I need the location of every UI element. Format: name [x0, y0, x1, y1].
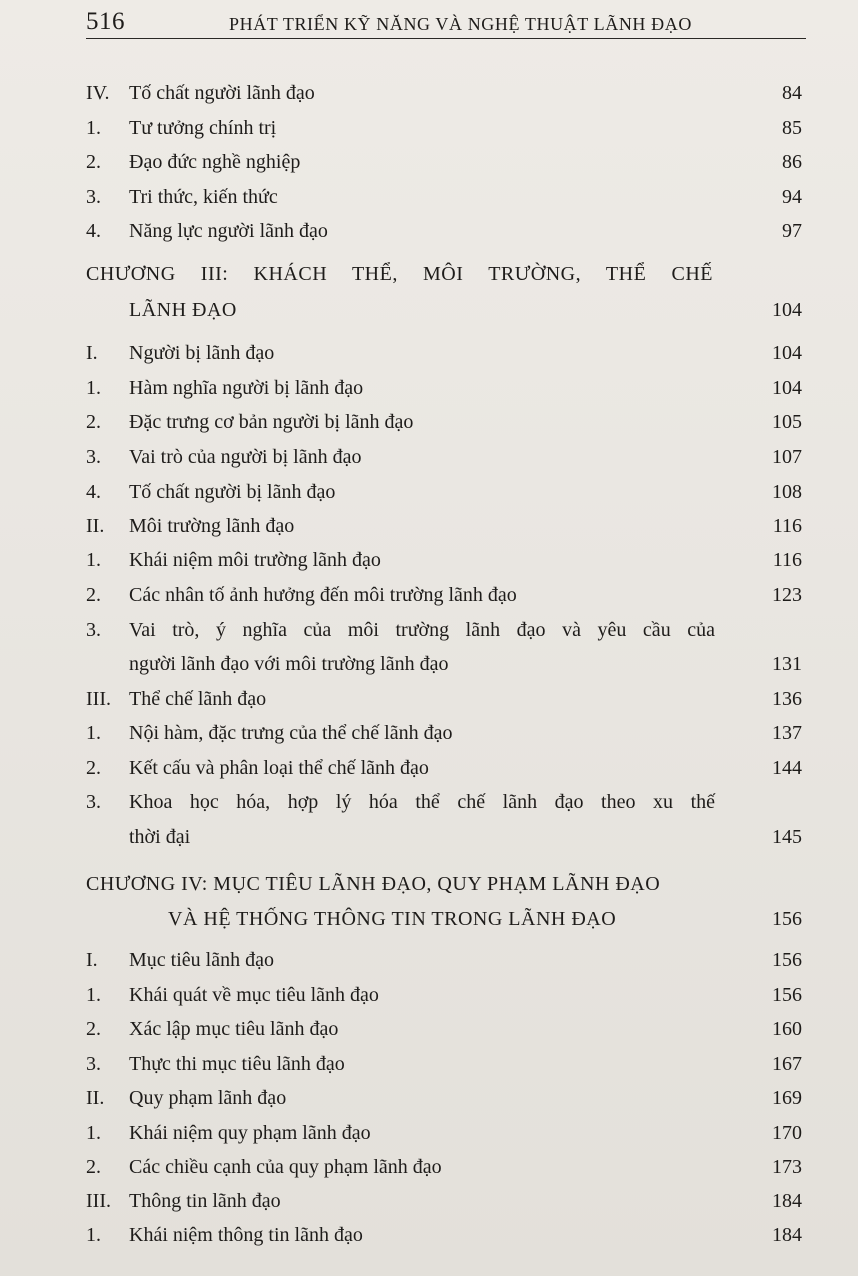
toc-entry — [0, 546, 858, 580]
toc-entry-label: Tư tưởng chính trị — [129, 117, 277, 139]
toc-entry — [0, 1153, 858, 1187]
toc-entry — [0, 754, 858, 788]
toc-entry-page: 94 — [782, 186, 802, 208]
toc-entry — [0, 478, 858, 512]
toc-entry-label: Khái niệm thông tin lãnh đạo — [129, 1224, 363, 1246]
toc-entry-page: 137 — [772, 722, 802, 744]
toc-entry-continuation — [0, 650, 858, 684]
toc-entry-label: Nội hàm, đặc trưng của thể chế lãnh đạo — [129, 722, 453, 744]
page-header — [86, 6, 806, 39]
toc-entry — [0, 148, 858, 182]
toc-entry — [0, 616, 858, 650]
toc-entry-page: 116 — [772, 549, 802, 571]
toc-entry-label: Khái niệm quy phạm lãnh đạo — [129, 1122, 371, 1144]
toc-entry-page: 105 — [772, 411, 802, 433]
toc-entry-label: Thể chế lãnh đạo — [129, 688, 267, 710]
toc-entry-page: 156 — [772, 908, 802, 930]
toc-entry-number: 4. — [86, 220, 101, 242]
toc-entry — [0, 408, 858, 442]
toc-entry-number: 2. — [86, 411, 101, 433]
toc-entry — [0, 512, 858, 546]
toc-entry-label: Vai trò của người bị lãnh đạo — [129, 446, 362, 468]
toc-entry-label: Các chiều cạnh của quy phạm lãnh đạo — [129, 1156, 442, 1178]
toc-entry-number: 2. — [86, 151, 101, 173]
toc-entry-number: 1. — [86, 1224, 101, 1246]
toc-entry-page: 131 — [772, 653, 802, 675]
toc-entry-number: 1. — [86, 549, 101, 571]
toc-entry-number: 3. — [86, 186, 101, 208]
toc-entry-number: 2. — [86, 757, 101, 779]
toc-entry — [0, 339, 858, 373]
toc-entry-number: 2. — [86, 1156, 101, 1178]
toc-entry-label: Đặc trưng cơ bản người bị lãnh đạo — [129, 411, 414, 433]
toc-entry-page: 160 — [772, 1018, 802, 1040]
toc-entry — [0, 581, 858, 615]
toc-entry-number: 4. — [86, 481, 101, 503]
toc-entry-page: 167 — [772, 1053, 802, 1075]
toc-entry-label: Tố chất người bị lãnh đạo — [129, 481, 336, 503]
toc-chapter-label: LÃNH ĐẠO — [129, 299, 237, 321]
page-number: 516 — [86, 8, 125, 35]
toc-entry — [0, 114, 858, 148]
toc-entry-label: Quy phạm lãnh đạo — [129, 1087, 287, 1109]
toc-entry — [0, 719, 858, 753]
toc-chapter-label: CHƯƠNG III: KHÁCH THỂ, MÔI TRƯỜNG, THỂ CHẾ — [86, 263, 713, 285]
toc-entry-number: 3. — [86, 1053, 101, 1075]
toc-chapter-heading — [0, 870, 858, 904]
toc-entry-label: Khái niệm môi trường lãnh đạo — [129, 549, 381, 571]
toc-entry-label: Vai trò, ý nghĩa của môi trường lãnh đạo và yêu cầu của — [129, 619, 715, 641]
toc-entry-page: 156 — [772, 949, 802, 971]
toc-entry-page: 170 — [772, 1122, 802, 1144]
toc-chapter-heading — [0, 905, 858, 939]
toc-entry — [0, 374, 858, 408]
toc-entry-page: 97 — [782, 220, 802, 242]
toc-entry-page: 108 — [772, 481, 802, 503]
toc-entry-page: 107 — [772, 446, 802, 468]
toc-entry-label: Thực thi mục tiêu lãnh đạo — [129, 1053, 345, 1075]
toc-entry-label: Thông tin lãnh đạo — [129, 1190, 281, 1212]
toc-entry-number: 2. — [86, 1018, 101, 1040]
toc-entry-page: 144 — [772, 757, 802, 779]
toc-entry — [0, 1084, 858, 1118]
toc-entry-label: người lãnh đạo với môi trường lãnh đạo — [129, 653, 449, 675]
toc-entry-label: Người bị lãnh đạo — [129, 342, 275, 364]
toc-entry-page: 104 — [772, 299, 802, 321]
toc-entry-label: Tố chất người lãnh đạo — [129, 82, 315, 104]
toc-entry-page: 116 — [772, 515, 802, 537]
toc-entry — [0, 1221, 858, 1255]
toc-entry — [0, 183, 858, 217]
toc-entry-continuation — [0, 823, 858, 857]
toc-entry-number: III. — [86, 1190, 111, 1212]
toc-entry-number: 3. — [86, 791, 101, 813]
toc-entry-page: 156 — [772, 984, 802, 1006]
toc-entry — [0, 217, 858, 251]
toc-entry — [0, 685, 858, 719]
toc-entry-label: Môi trường lãnh đạo — [129, 515, 295, 537]
toc-entry-number: 2. — [86, 584, 101, 606]
toc-entry-label: Kết cấu và phân loại thể chế lãnh đạo — [129, 757, 429, 779]
toc-entry-page: 104 — [772, 377, 802, 399]
toc-entry-page: 173 — [772, 1156, 802, 1178]
toc-entry-number: 1. — [86, 722, 101, 744]
toc-entry-label: Năng lực người lãnh đạo — [129, 220, 328, 242]
toc-entry-label: Tri thức, kiến thức — [129, 186, 278, 208]
toc-entry-number: III. — [86, 688, 111, 710]
toc-entry-number: II. — [86, 515, 105, 537]
toc-entry — [0, 1050, 858, 1084]
toc-entry-label: Đạo đức nghề nghiệp — [129, 151, 301, 173]
toc-entry-label: Các nhân tố ảnh hưởng đến môi trường lãnh đạo — [129, 584, 517, 606]
running-title: PHÁT TRIỂN KỸ NĂNG VÀ NGHỆ THUẬT LÃNH ĐẠO — [229, 14, 692, 34]
toc-entry-page: 145 — [772, 826, 802, 848]
toc-entry-number: IV. — [86, 82, 110, 104]
toc-entry-number: 1. — [86, 984, 101, 1006]
toc-entry-page: 123 — [772, 584, 802, 606]
toc-entry-number: 1. — [86, 1122, 101, 1144]
toc-entry-page: 84 — [782, 82, 802, 104]
toc-entry-number: 3. — [86, 446, 101, 468]
toc-entry-label: thời đại — [129, 826, 191, 848]
toc-entry-label: Mục tiêu lãnh đạo — [129, 949, 274, 971]
toc-entry — [0, 788, 858, 822]
toc-chapter-heading — [0, 296, 858, 330]
toc-entry — [0, 1187, 858, 1221]
toc-entry — [0, 981, 858, 1015]
toc-entry-number: 3. — [86, 619, 101, 641]
toc-entry-page: 169 — [772, 1087, 802, 1109]
toc-entry-label: Khoa học hóa, hợp lý hóa thể chế lãnh đạo theo xu thế — [129, 791, 715, 813]
toc-entry-page: 184 — [772, 1190, 802, 1212]
toc-entry-number: 1. — [86, 117, 101, 139]
toc-chapter-label: CHƯƠNG IV: MỤC TIÊU LÃNH ĐẠO, QUY PHẠM LÃNH ĐẠO — [86, 873, 661, 895]
toc-entry — [0, 1015, 858, 1049]
toc-entry-page: 86 — [782, 151, 802, 173]
toc-entry — [0, 443, 858, 477]
toc-entry-number: II. — [86, 1087, 105, 1109]
toc-entry-page: 104 — [772, 342, 802, 364]
toc-entry — [0, 1119, 858, 1153]
toc-entry-page: 184 — [772, 1224, 802, 1246]
toc-entry-number: 1. — [86, 377, 101, 399]
toc-entry-page: 136 — [772, 688, 802, 710]
toc-entry-label: Hàm nghĩa người bị lãnh đạo — [129, 377, 364, 399]
toc-entry-number: I. — [86, 949, 98, 971]
toc-entry-number: I. — [86, 342, 98, 364]
toc-entry-label: Xác lập mục tiêu lãnh đạo — [129, 1018, 339, 1040]
toc-entry — [0, 79, 858, 113]
toc-entry-page: 85 — [782, 117, 802, 139]
toc-chapter-label: VÀ HỆ THỐNG THÔNG TIN TRONG LÃNH ĐẠO — [168, 908, 617, 930]
toc-entry — [0, 946, 858, 980]
toc-chapter-heading — [0, 260, 858, 294]
toc-entry-label: Khái quát về mục tiêu lãnh đạo — [129, 984, 379, 1006]
